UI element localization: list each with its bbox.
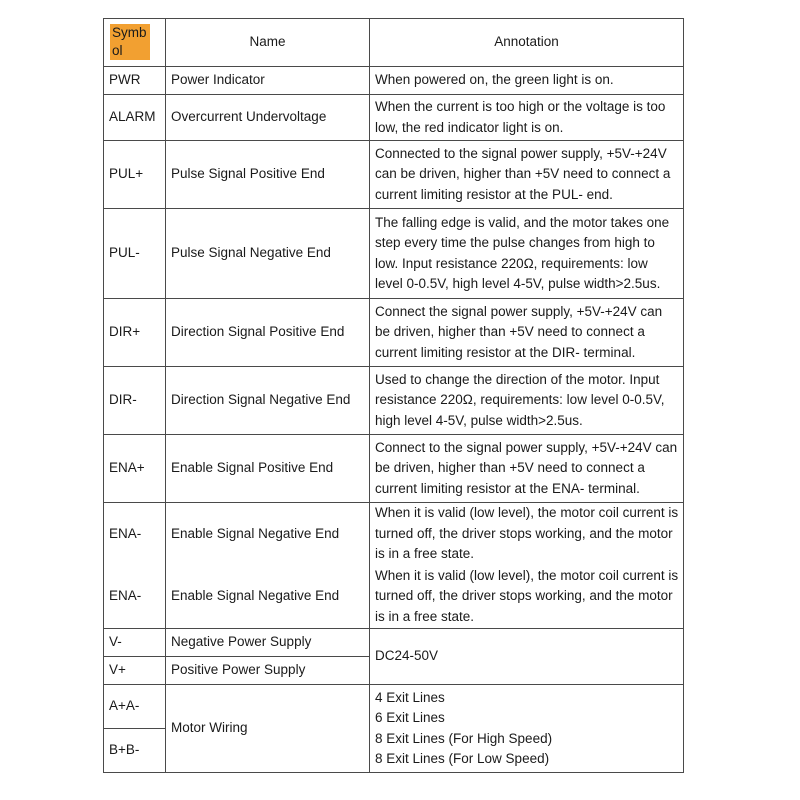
symbol-cell: ENA-	[104, 565, 166, 629]
table-row	[104, 67, 684, 95]
table-row	[104, 685, 684, 729]
power-annotation-cell: DC24-50V	[370, 629, 684, 685]
symbol-cell: B+B-	[104, 729, 166, 773]
motor-line: 8 Exit Lines (For Low Speed)	[375, 751, 550, 766]
table-row	[104, 565, 684, 629]
table-row	[104, 95, 684, 141]
annotation-cell: Connect the signal power supply, +5V-+24V can be driven, higher than +5V need to connect a current limiting resistor at the DIR- terminal.	[370, 299, 684, 367]
name-cell: Pulse Signal Negative End	[166, 209, 370, 299]
annotation-cell: Connect to the signal power supply, +5V-+24V can be driven, higher than +5V need to connect a current limiting resistor at the ENA- terminal.	[370, 435, 684, 503]
name-cell: Overcurrent Undervoltage	[166, 95, 370, 141]
symbol-cell: A+A-	[104, 685, 166, 729]
symbol-cell: PUL+	[104, 141, 166, 209]
name-cell: Enable Signal Negative End	[166, 565, 370, 629]
symbol-cell: DIR-	[104, 367, 166, 435]
annotation-cell: Connected to the signal power supply, +5V-+24V can be driven, higher than +5V need to connect a current limiting resistor at the PUL- end.	[370, 141, 684, 209]
annotation-cell: Used to change the direction of the motor. Input resistance 220Ω, requirements: low level 0-0.5V, high level 4-5V, pulse width>2.5us.	[370, 367, 684, 435]
annotation-cell: When it is valid (low level), the motor coil current is turned off, the driver stops working, and the motor is in a free state.	[370, 565, 684, 629]
annotation-cell: When powered on, the green light is on.	[370, 67, 684, 95]
table-row	[104, 503, 684, 565]
table-row	[104, 367, 684, 435]
symbol-cell: V+	[104, 657, 166, 685]
motor-line: 6 Exit Lines	[375, 710, 445, 725]
header-name: Name	[166, 19, 370, 67]
motor-line: 4 Exit Lines	[375, 689, 445, 705]
table-row	[104, 629, 684, 657]
name-cell: Direction Signal Negative End	[166, 367, 370, 435]
annotation-cell: When it is valid (low level), the motor coil current is turned off, the driver stops working, and the motor is in a free state.	[370, 503, 684, 565]
name-cell: Direction Signal Positive End	[166, 299, 370, 367]
name-cell: Negative Power Supply	[166, 629, 370, 657]
table-row	[104, 299, 684, 367]
symbol-cell: ENA+	[104, 435, 166, 503]
motor-line: 8 Exit Lines (For High Speed)	[375, 730, 553, 746]
symbol-cell: ENA-	[104, 503, 166, 565]
name-cell: Motor Wiring	[166, 685, 370, 773]
symbol-cell: V-	[104, 629, 166, 657]
header-annotation: Annotation	[370, 19, 684, 67]
table-row	[104, 141, 684, 209]
motor-lines-cell	[370, 685, 684, 773]
name-cell: Enable Signal Positive End	[166, 435, 370, 503]
pin-definition-sheet	[103, 18, 683, 776]
symbol-cell: DIR+	[104, 299, 166, 367]
symbol-cell: PWR	[104, 67, 166, 95]
highlighted-symbol-header: Symbol	[110, 24, 150, 60]
table-header-row	[104, 19, 684, 67]
name-cell: Pulse Signal Positive End	[166, 141, 370, 209]
symbol-cell: ALARM	[104, 95, 166, 141]
name-cell: Enable Signal Negative End	[166, 503, 370, 565]
pin-definition-table	[103, 18, 684, 773]
table-row	[104, 209, 684, 299]
annotation-cell: The falling edge is valid, and the motor takes one step every time the pulse changes from high to low. Input resistance 220Ω, requirements: low level 0-0.5V, high level 4-5V, pulse width>2.5us.	[370, 209, 684, 299]
table-row	[104, 435, 684, 503]
annotation-cell: When the current is too high or the voltage is too low, the red indicator light is on.	[370, 95, 684, 141]
symbol-cell: PUL-	[104, 209, 166, 299]
header-symbol	[104, 19, 166, 67]
name-cell: Power Indicator	[166, 67, 370, 95]
name-cell: Positive Power Supply	[166, 657, 370, 685]
